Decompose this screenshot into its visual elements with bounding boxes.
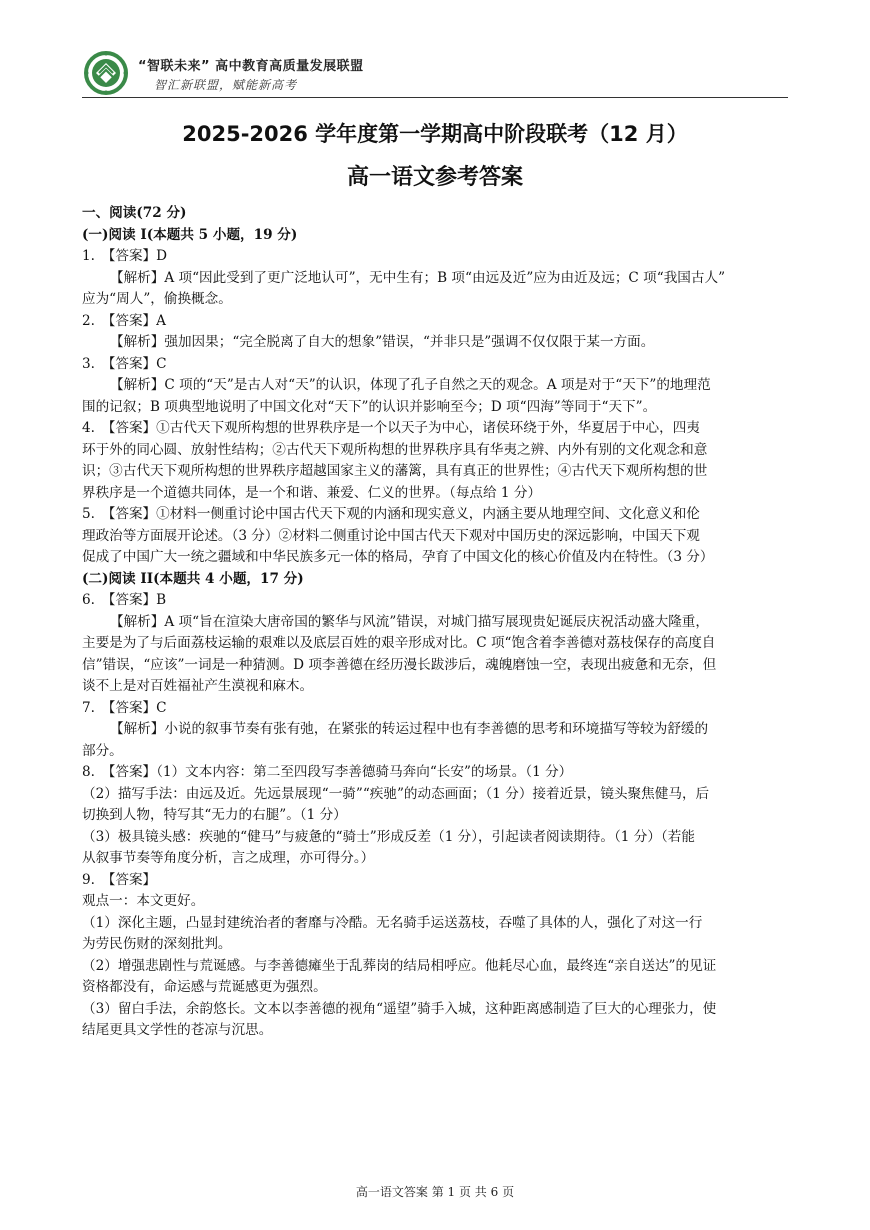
answer-line: 2. 【答案】A [82,312,166,329]
answer-line: 切换到人物，特写其“无力的右腿”。（1 分） [82,807,347,823]
answer-line: 促成了中国广大一统之疆域和中华民族多元一体的格局，孕育了中国文化的核心价值及内在特性。（3 分） [82,549,714,565]
answer-line: 5. 【答案】①材料一侧重讨论中国古代天下观的内涵和现实意义，内涵主要从地理空间、文化意义和伦 [82,506,700,522]
answer-line: 4. 【答案】①古代天下观所构想的世界秩序是一个以天子为中心，诸侯环绕于外，华夏居于中心，四夷 [82,420,700,436]
answer-line: 资格都没有，命运感与荒诞感更为强烈。 [82,979,327,995]
exam-title: 2025-2026 学年度第一学期高中阶段联考（12 月） [182,122,688,146]
answer-title: 高一语文参考答案 [346,165,523,190]
page-footer: 高一语文答案 第 1 页 共 6 页 [355,1185,515,1199]
section-heading: 一、阅读(72 分) [82,205,187,221]
answer-line: 9. 【答案】 [82,871,157,888]
section-heading: (二)阅读 II(本题共 4 小题，17 分) [82,570,304,587]
page-header [82,50,788,98]
alliance-slogan: 智汇新联盟，赋能新高考 [154,78,298,92]
answer-content [82,203,790,1042]
answer-line: 观点一：本文更好。 [82,893,205,909]
answer-line: 为劳民伤财的深刻批判。 [82,936,232,952]
header-divider [82,97,788,98]
answer-line: 应为“周人”，偷换概念。 [82,291,232,307]
answer-line: 【解析】小说的叙事节奏有张有弛，在紧张的转运过程中也有李善德的思考和环境描写等较为舒缓的 [110,721,709,737]
alliance-logo-icon [84,51,128,95]
answer-line: 从叙事节奏等角度分析，言之成理，亦可得分。） [82,850,375,866]
answer-line: 识；③古代天下观所构想的世界秩序超越国家主义的藩篱，具有真正的世界性；④古代天下观所构想的世 [82,463,708,479]
answer-line: 界秩序是一个道德共同体，是一个和谐、兼爱、仁义的世界。（每点给 1 分） [82,484,542,501]
answer-line: 8. 【答案】（1）文本内容：第二至四段写李善德骑马奔向“长安”的场景。（1 分） [82,764,573,780]
answer-line: 谈不上是对百姓福祉产生漠视和麻木。 [82,678,314,694]
answer-line: （2）描写手法：由远及近。先远景展现“一骑”“疾驰”的动态画面；（1 分）接着近景，镜头聚焦健马，后 [82,785,710,802]
answer-line: 结尾更具文学性的苍凉与沉思。 [82,1022,273,1038]
answer-line: 【解析】A 项“因此受到了更广泛地认可”，无中生有；B 项“由远及近”应为由近及远；C 项“我国古人” [110,269,726,286]
answer-line: 【解析】A 项“旨在渲染大唐帝国的繁华与风流”错误，对城门描写展现贵妃诞辰庆祝活动盛大隆重， [110,613,709,630]
answer-line: 部分。 [82,742,123,759]
answer-line: 主要是为了与后面荔枝运输的艰难以及底层百姓的艰辛形成对比。C 项“饱含着李善德对荔枝保存的高度自 [82,635,716,651]
answer-line: 7. 【答案】C [82,699,167,716]
answer-line: （3）留白手法，余韵悠长。文本以李善德的视角“遥望”骑手入城，这种距离感制造了巨大的心理张力，使 [82,1000,717,1017]
alliance-name: “智联未来” 高中教育高质量发展联盟 [138,59,364,74]
answer-line: 信”错误，“应该”一词是一种猜测。D 项李善德在经历漫长跋涉后，魂魄磨蚀一空，表现出疲惫和无奈，但 [82,656,717,673]
section-heading: (一)阅读 I(本题共 5 小题，19 分) [82,226,298,243]
answer-line: 【解析】强加因果；“完全脱离了自大的想象”错误，“并非只是”强调不仅仅限于某一方面。 [110,334,655,350]
answer-line: 3. 【答案】C [82,355,167,372]
answer-line: 1. 【答案】D [82,248,168,264]
answer-line: （1）深化主题，凸显封建统治者的奢靡与冷酷。无名骑手运送荔枝，吞噬了具体的人，强化了对这一行 [82,914,703,931]
answer-line: （2）增强悲剧性与荒诞感。与李善德瘫坐于乱葬岗的结局相呼应。他耗尽心血，最终连“亲自送达”的见证 [82,957,717,974]
answer-line: （3）极具镜头感：疾驰的“健马”与疲惫的“骑士”形成反差（1 分），引起读者阅读期待。（1 分）（若能 [82,828,695,845]
answer-line: 环于外的同心圆、放射性结构；②古代天下观所构想的世界秩序具有华夷之辨、内外有别的文化观念和意 [82,441,708,458]
answer-line: 围的记叙；B 项典型地说明了中国文化对“天下”的认识并影响至今；D 项“四海”等同于“天下”。 [82,398,657,415]
answer-line: 6. 【答案】B [82,592,167,608]
answer-line: 理政治等方面展开论述。（3 分）②材料二侧重讨论中国古代天下观对中国历史的深远影响，中国天下观 [82,527,700,544]
answer-line: 【解析】C 项的“天”是古人对“天”的认识，体现了孔子自然之天的观念。A 项是对于“天下”的地理范 [110,377,711,393]
